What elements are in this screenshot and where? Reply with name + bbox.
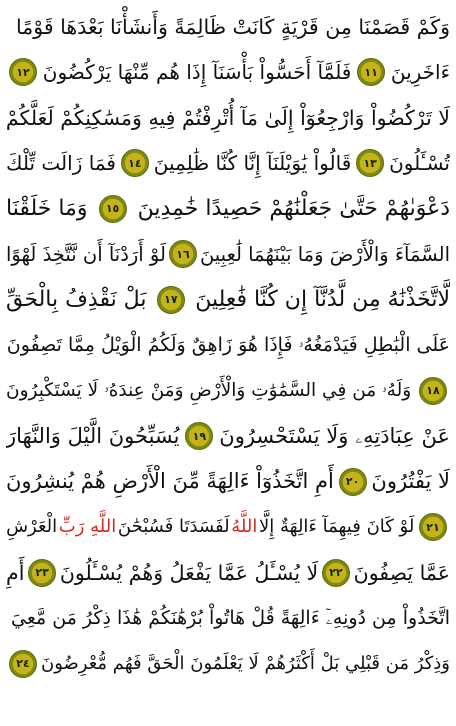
- verse-number-marker: ٢٣: [28, 559, 56, 587]
- verse-number-marker: ٢٤: [9, 650, 37, 678]
- verse-number-marker: ١٩: [185, 422, 213, 450]
- verse-text: فَمَا زَالَت تِّلْكَ: [6, 151, 116, 176]
- verse-number-marker: ١١: [357, 58, 385, 86]
- verse-text: لَوْ كَانَ فِيهِمَآ ءَالِهَةٌ إِلَّا: [259, 516, 415, 538]
- verse-line-9: [6, 368, 450, 414]
- verse-text: وَمَا خَلَقْنَا: [6, 195, 88, 221]
- verse-text: السَّمَآءَ وَالْأَرْضَ وَمَا بَيْنَهُمَا لَٰعِبِينَ: [199, 242, 450, 266]
- verse-text: أَمِ اتَّخَذُوٓاْ ءَالِهَةً مِّنَ الْأَرْضِ هُمْ يُنشِرُونَ: [6, 469, 334, 494]
- verse-text: قَالُواْ يَٰوَيْلَنَآ إِنَّا كُنَّا ظَٰلِمِينَ: [153, 151, 352, 176]
- verse-text: وَذِكْرُ مَن قَبْلِي بَلْ أَكْثَرُهُمْ لَا يَعْلَمُونَ الْحَقَّ فَهُم مُّعْرِضُونَ: [41, 652, 450, 674]
- verse-text: ءَاخَرِينَ: [390, 60, 450, 85]
- verse-line-6: [6, 232, 450, 278]
- verse-text: عَلَى الْبَٰطِلِ فَيَدْمَغُهُۥ فَإِذَا هُوَ زَاهِقٌ وَلَكُمُ الْوَيْلُ مِمَّا تَصِفُونَ: [6, 333, 450, 356]
- verse-text: وَلَهُۥ مَن فِي السَّمَٰوَٰتِ وَالْأَرْضِ وَمَنْ عِندَهُۥ لَا يَسْتَكْبِرُونَ: [6, 379, 412, 401]
- verse-text: اتَّخَذُواْ مِن دُونِهِۦٓ ءَالِهَةً قُلْ هَاتُواْ بُرْهَٰنَكُمْ هَٰذَا ذِكْرُ مَن مَّعِيَ: [11, 606, 450, 629]
- verse-text: لَا يَفْتُرُونَ: [371, 469, 450, 494]
- verse-line-11: [6, 459, 450, 505]
- verse-number-marker: ١٧: [157, 286, 185, 314]
- verse-text: عَمَّا يَصِفُونَ: [353, 560, 450, 585]
- verse-line-12: [6, 505, 450, 551]
- verse-text: بَلْ نَقْذِفُ بِالْحَقِّ: [6, 286, 147, 312]
- verse-number-marker: ١٢: [9, 58, 37, 86]
- verse-text: وَكَمْ قَصَمْنَا مِن قَرْيَةٍ كَانَتْ ظَالِمَةً وَأَنشَأْنَا بَعْدَهَا قَوْمًا: [16, 14, 450, 39]
- verse-number-marker: ١٨: [419, 377, 447, 405]
- verse-text: عَنْ عِبَادَتِهِۦ وَلَا يَسْتَحْسِرُونَ: [219, 423, 450, 448]
- verse-number-marker: ١٣: [356, 149, 384, 177]
- verse-line-7: [6, 277, 450, 323]
- verse-line-2: [6, 50, 450, 96]
- verse-text: لَّاتَّخَذْنَٰهُ مِن لَّدُنَّآ إِن كُنَّا فَٰعِلِينَ: [195, 286, 450, 312]
- verse-line-3: [6, 95, 450, 141]
- verse-number-marker: ٢١: [419, 513, 447, 541]
- verse-line-5: [6, 186, 450, 232]
- verse-number-marker: ١٦: [169, 240, 197, 268]
- divine-name-text: اللَّهُ: [231, 516, 258, 538]
- verse-text: الْعَرْشِ: [6, 516, 58, 538]
- verse-number-marker: ٢٠: [339, 468, 367, 496]
- verse-text: لَا تَرْكُضُواْ وَارْجِعُوٓاْ إِلَىٰ مَآ أُتْرِفْتُمْ فِيهِ وَمَسَٰكِنِكُمْ لَعَلَّكُمْ: [6, 105, 450, 130]
- verse-line-15: [6, 641, 450, 687]
- verse-text: فَلَمَّآ أَحَسُّواْ بَأْسَنَآ إِذَا هُم مِّنْهَا يَرْكُضُونَ: [42, 60, 352, 85]
- divine-name-text: اللَّهِ رَبِّ: [58, 516, 117, 538]
- verse-text: أَمِ: [6, 560, 25, 585]
- verse-line-4: [6, 141, 450, 187]
- verse-line-10: [6, 414, 450, 460]
- verse-line-14: [6, 596, 450, 642]
- verse-text: لَفَسَدَتَا فَسُبْحَٰنَ: [117, 516, 230, 538]
- verse-number-marker: ١٤: [121, 149, 149, 177]
- verse-number-marker: ٢٢: [322, 559, 350, 587]
- verse-text: لَوْ أَرَدْنَآ أَن نَّتَّخِذَ لَهْوًا: [6, 242, 166, 266]
- verse-number-marker: ١٥: [99, 195, 127, 223]
- verse-text: لَا يُسْـَٔلُ عَمَّا يَفْعَلُ وَهُمْ يُسْـَٔلُونَ: [59, 560, 319, 585]
- verse-line-13: [6, 550, 450, 596]
- verse-line-1: [6, 4, 450, 50]
- verse-text: دَعْوَىٰهُمْ حَتَّىٰ جَعَلْنَٰهُمْ حَصِيدًا خَٰمِدِينَ: [137, 195, 450, 221]
- verse-text: يُسَبِّحُونَ الَّيْلَ وَالنَّهَارَ: [6, 423, 180, 448]
- verse-text: تُسْـَٔلُونَ: [389, 151, 450, 176]
- verse-line-8: [6, 323, 450, 369]
